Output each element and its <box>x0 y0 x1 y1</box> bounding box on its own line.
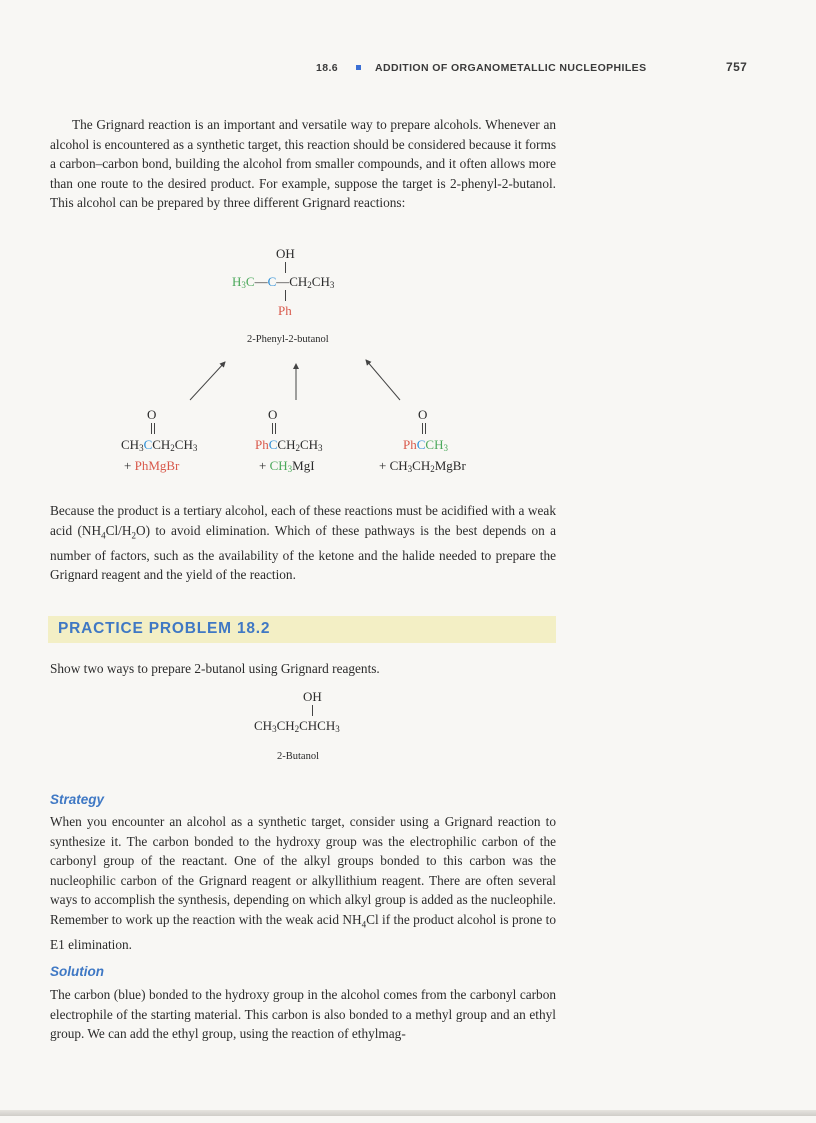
route1-o: O <box>147 407 157 422</box>
practice-problem-banner <box>48 616 556 643</box>
route2-o: O <box>268 407 278 422</box>
page-number: 757 <box>726 60 748 74</box>
route2-ketone: $PhCCH_2CH_3$ <box>255 437 323 453</box>
header-section-title: ADDITION OF ORGANOMETALLIC NUCLEOPHILES <box>375 62 647 74</box>
paragraph-acidification: Because the product is a tertiary alcohol, each of these reactions must be acidified with a weak acid $(NH_4Cl/H_2O)$ to avoid elimination. Which of these pathways is the best depends on a number of factors, such as the availability of the ketone and the halide needed to prepare the Grignard reagent and the yield of the reaction. <box>50 503 556 583</box>
intro-paragraph: The Grignard reaction is an important and versatile way to prepare alcohols. Whenever an alcohol is encountered as a synthetic target, this reaction should be considered because it forms a carbon–carbon bond, building the alcohol from smaller compounds, and it often allows more than one route to the desired product. For example, suppose the target is 2-phenyl-2-butanol. This alcohol can be prepared by three different Grignard reactions: <box>50 117 556 210</box>
bond-line <box>312 705 313 716</box>
practice-problem-label: PRACTICE PROBLEM 18.2 <box>58 620 271 637</box>
route3-o: O <box>418 407 428 422</box>
solution-heading: Solution <box>50 964 104 979</box>
butanol-formula: $CH_3CH_2CHCH_3$ <box>254 718 340 734</box>
route2-reagent: + $CH_3MgI$ <box>259 458 315 474</box>
arrow-left <box>190 362 225 400</box>
butanol-caption: 2-Butanol <box>277 751 319 762</box>
double-bond <box>272 423 276 434</box>
target-caption: 2-Phenyl-2-butanol <box>247 334 329 345</box>
target-structure: $H_3C—C—CH_2CH_3$ <box>232 274 335 290</box>
practice-question: Show two ways to prepare 2-butanol using Grignard reagents. <box>50 661 380 676</box>
solution-text: The carbon (blue) bonded to the hydroxy group in the alcohol comes from the carbonyl carbon electrophile of the starting material. This carbon is also bonded to a methyl group and an ethyl group. We can add the ethyl group, using the reaction of ethylmag- <box>50 987 556 1041</box>
arrow-right <box>366 360 400 400</box>
strategy-heading: Strategy <box>50 792 105 807</box>
target-oh: OH <box>276 246 295 261</box>
strategy-text: When you encounter an alcohol as a synthetic target, consider using a Grignard reaction to synthesize it. The carbon bonded to the hydroxy group was the electrophilic carbon of the carbonyl group of the reactant. One of the alkyl groups bonded to this carbon was the nucleophilic carbon of the Grignard reagent or alkyllithium reagent. There are often several ways to accomplish the synthesis, depending on which alkyl group is added as the nucleophile. Remember to work up the reaction with the weak acid $NH_4Cl$ if the product alcohol is prone to E1 elimination. <box>50 814 556 952</box>
route3-reagent: + $CH_3CH_2MgBr$ <box>379 458 466 474</box>
route1-ketone: $CH_3CCH_2CH_3$ <box>121 437 198 453</box>
double-bond <box>422 423 426 434</box>
route3-ketone: PhCCH$_3$ <box>403 437 448 453</box>
double-bond <box>151 423 155 434</box>
route1-reagent: + PhMgBr <box>124 458 180 473</box>
header-section-number: 18.6 <box>316 62 339 74</box>
page-edge <box>0 1110 816 1116</box>
butanol-oh: OH <box>303 689 322 704</box>
retro-arrows <box>0 0 816 420</box>
target-ph: Ph <box>278 303 292 318</box>
